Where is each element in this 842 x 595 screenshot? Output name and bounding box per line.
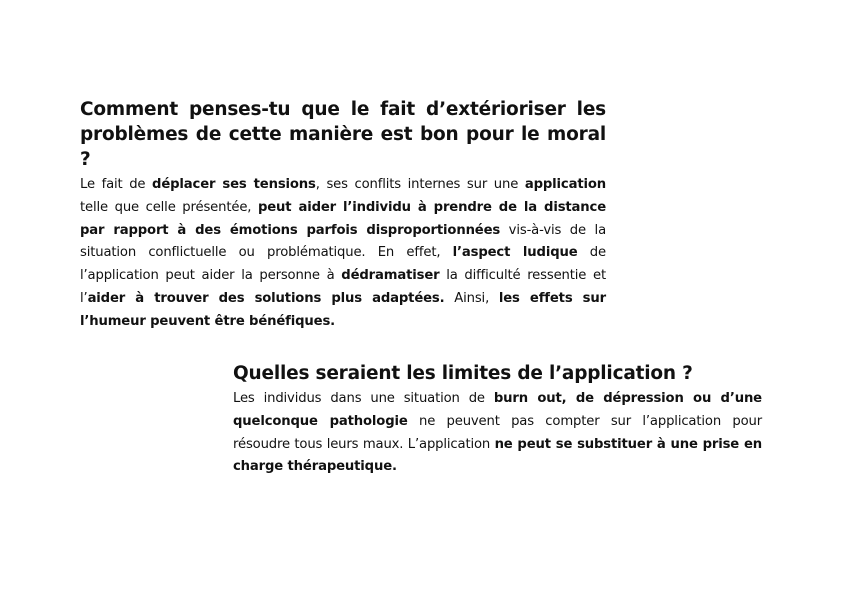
answer-text: Le fait de	[80, 177, 153, 192]
answer-text: ne peuvent pas compter sur l’application pour résoudre tous leurs maux. L’application	[233, 413, 762, 452]
answer-text: vis-à-vis de la situation conflictuelle ou problématique. En effet,	[80, 222, 607, 261]
section-exteriorisation	[80, 97, 606, 334]
answer-emphasis: peut aider l’individu à prendre de la distance par rapport à des émotions parfois disproportionnées	[80, 199, 606, 238]
question-heading: Comment penses-tu que le fait d’extérioriser les problèmes de cette manière est bon pour le moral ?	[80, 99, 606, 170]
answer-emphasis: aider à trouver des solutions plus adaptées.	[87, 290, 445, 306]
section-limites	[233, 361, 762, 479]
answer-emphasis: dédramatiser	[341, 268, 440, 284]
answer-text: la difficulté ressentie et l’	[80, 268, 606, 306]
answer-text: de l’application peut aider la personne à	[80, 245, 606, 284]
answer-emphasis: ne peut se substituer à une prise en charge thérapeutique.	[233, 436, 762, 475]
question-heading: Quelles seraient les limites de l’application ?	[233, 363, 693, 384]
answer-emphasis: les effets sur l’humeur peuvent être bénéfiques.	[80, 290, 606, 329]
answer-emphasis: l’aspect ludique	[452, 245, 578, 261]
answer-emphasis: burn out, de dépression ou d’une quelconque pathologie	[233, 391, 762, 429]
answer-paragraph	[80, 174, 606, 334]
answer-emphasis: déplacer ses tensions	[152, 177, 316, 192]
answer-paragraph	[233, 388, 762, 479]
answer-emphasis: application	[524, 177, 606, 192]
answer-text: Ainsi,	[444, 290, 499, 306]
answer-text: telle que celle présentée,	[80, 199, 258, 215]
answer-text: Les individus dans une situation de	[233, 391, 494, 406]
answer-text: , ses conflits internes sur une	[315, 177, 525, 192]
